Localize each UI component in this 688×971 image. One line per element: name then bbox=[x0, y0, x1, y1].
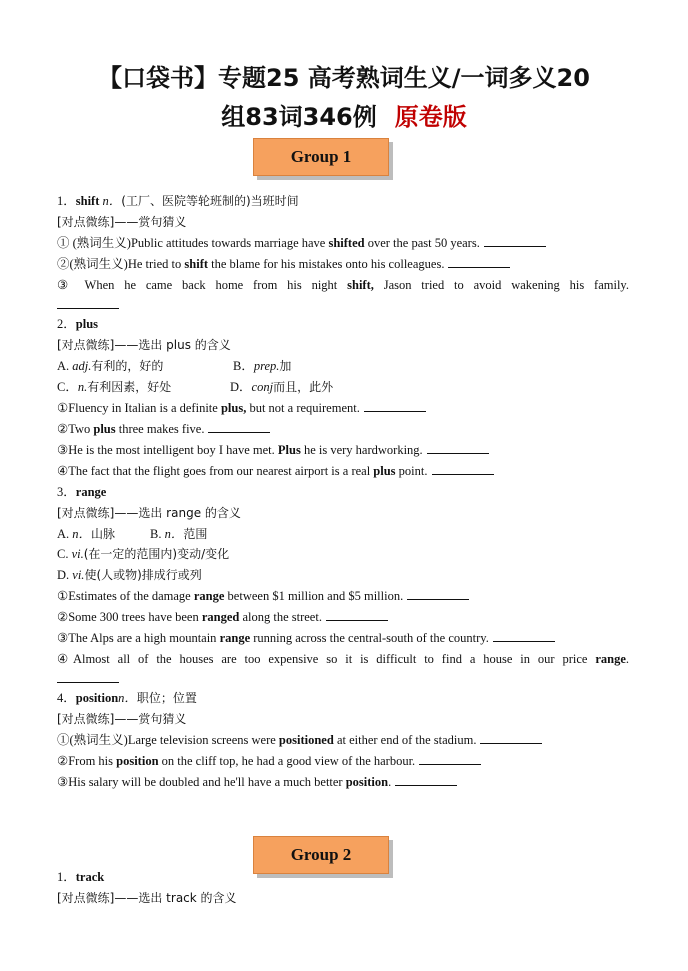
answer-blank-row bbox=[57, 671, 119, 687]
group-2-heading: Group 2 bbox=[253, 836, 389, 874]
answer-blank[interactable] bbox=[364, 400, 426, 412]
answer-blank[interactable] bbox=[57, 297, 119, 309]
option-d: D. vi.使(人或物)排成行或列 bbox=[57, 568, 202, 582]
option-c: C．n.有利因素，好处 bbox=[57, 380, 172, 394]
example-sentence: ①(熟词生义)Large television screens were positioned at either end of the stadium. bbox=[57, 732, 542, 748]
exercise-instruction: [对点微练]——赏句猜义 bbox=[57, 215, 187, 229]
example-sentence: ②Some 300 trees have been ranged along the street. bbox=[57, 609, 388, 625]
example-sentence: ① (熟词生义)Public attitudes towards marriage have shifted over the past 50 years. bbox=[57, 235, 546, 251]
answer-blank[interactable] bbox=[432, 463, 494, 475]
doc-title-main: 组83词346例 bbox=[221, 103, 377, 131]
doc-title-version: 原卷版 bbox=[394, 103, 467, 131]
example-sentence: ④Almost all of the houses are too expensive so it is difficult to find a house in our price range. bbox=[57, 652, 629, 666]
answer-blank[interactable] bbox=[419, 753, 481, 765]
word-entry-shift: 1．shift n．(工厂、医院等轮班制的)当班时间 bbox=[57, 194, 299, 208]
exercise-instruction: [对点微练]——赏句猜义 bbox=[57, 712, 187, 726]
group-1-heading: Group 1 bbox=[253, 138, 389, 176]
example-sentence: ②(熟词生义)He tried to shift the blame for his mistakes onto his colleagues. bbox=[57, 256, 510, 272]
answer-blank[interactable] bbox=[395, 774, 457, 786]
example-sentence: ③He is the most intelligent boy I have met. Plus he is very hardworking. bbox=[57, 442, 489, 458]
answer-blank-row bbox=[57, 297, 119, 313]
exercise-instruction: [对点微练]——选出 track 的含义 bbox=[57, 891, 237, 905]
word-entry-range: 3．range bbox=[57, 485, 107, 499]
example-sentence: ①Fluency in Italian is a definite plus, but not a requirement. bbox=[57, 400, 426, 416]
answer-blank[interactable] bbox=[427, 442, 489, 454]
answer-blank[interactable] bbox=[484, 235, 546, 247]
answer-blank[interactable] bbox=[326, 609, 388, 621]
example-sentence: ③His salary will be doubled and he'll have a much better position. bbox=[57, 774, 457, 790]
option-b: B. n．范围 bbox=[150, 527, 208, 541]
answer-blank[interactable] bbox=[407, 588, 469, 600]
answer-blank[interactable] bbox=[57, 671, 119, 683]
option-row: A. n．山脉 bbox=[57, 527, 116, 541]
example-sentence: ②From his position on the cliff top, he had a good view of the harbour. bbox=[57, 753, 481, 769]
option-c: C. vi.(在一定的范围内)变动/变化 bbox=[57, 547, 230, 561]
answer-blank[interactable] bbox=[448, 256, 510, 268]
option-row: A. adj.有利的，好的 bbox=[57, 359, 164, 373]
option-d: D．conj而且，此外 bbox=[230, 380, 334, 394]
answer-blank[interactable] bbox=[493, 630, 555, 642]
example-sentence: ③The Alps are a high mountain range running across the central-south of the country. bbox=[57, 630, 555, 646]
exercise-instruction: [对点微练]——选出 plus 的含义 bbox=[57, 338, 231, 352]
word-entry-track: 1．track bbox=[57, 870, 105, 884]
doc-title-line2 bbox=[0, 97, 688, 132]
answer-blank[interactable] bbox=[208, 421, 270, 433]
word-entry-plus: 2．plus bbox=[57, 317, 99, 331]
example-sentence: ③ When he came back home from his night shift, Jason tried to avoid wakening his family. bbox=[57, 278, 629, 292]
doc-title-line1: 【口袋书】专题25 高考熟词生义/一词多义20 bbox=[98, 64, 590, 92]
example-sentence: ②Two plus three makes five. bbox=[57, 421, 270, 437]
word-entry-position: 4．positionn．职位；位置 bbox=[57, 691, 197, 705]
answer-blank[interactable] bbox=[480, 732, 542, 744]
option-b: B．prep.加 bbox=[233, 359, 292, 373]
example-sentence: ④The fact that the flight goes from our nearest airport is a real plus point. bbox=[57, 463, 494, 479]
exercise-instruction: [对点微练]——选出 range 的含义 bbox=[57, 506, 241, 520]
example-sentence: ①Estimates of the damage range between $1 million and $5 million. bbox=[57, 588, 469, 604]
